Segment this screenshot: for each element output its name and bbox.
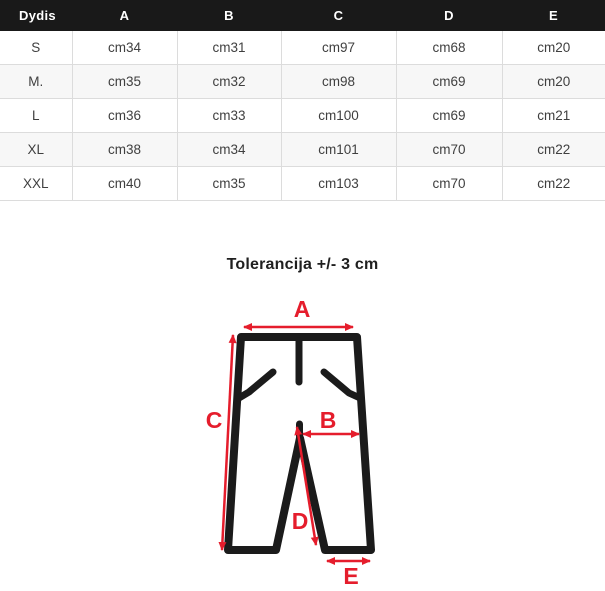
- value-cell: cm36: [72, 99, 177, 133]
- value-cell: cm70: [396, 133, 502, 167]
- measure-label-e: E: [343, 563, 359, 589]
- value-cell: cm69: [396, 65, 502, 99]
- value-cell: cm38: [72, 133, 177, 167]
- value-cell: cm20: [502, 31, 605, 65]
- value-cell: cm70: [396, 167, 502, 201]
- size-table-header-row: [0, 0, 605, 31]
- value-cell: cm22: [502, 167, 605, 201]
- value-cell: cm21: [502, 99, 605, 133]
- table-row-xxl: [0, 167, 605, 201]
- value-cell: cm100: [281, 99, 396, 133]
- value-cell: cm22: [502, 133, 605, 167]
- size-table: [0, 0, 605, 201]
- size-cell: XXL: [0, 167, 72, 201]
- value-cell: cm34: [72, 31, 177, 65]
- tolerance-note: Tolerancija +/- 3 cm: [226, 256, 379, 273]
- measure-label-d: D: [291, 508, 309, 534]
- value-cell: cm32: [177, 65, 281, 99]
- value-cell: cm69: [396, 99, 502, 133]
- value-cell: cm101: [281, 133, 396, 167]
- table-row-xl: [0, 133, 605, 167]
- value-cell: cm35: [177, 167, 281, 201]
- value-cell: cm103: [281, 167, 396, 201]
- pants-measurement-diagram: [195, 295, 405, 591]
- value-cell: cm35: [72, 65, 177, 99]
- header-cell-d: D: [396, 0, 502, 31]
- right-pocket-line: [324, 372, 360, 398]
- measure-label-c: C: [205, 407, 223, 433]
- value-cell: cm34: [177, 133, 281, 167]
- value-cell: cm33: [177, 99, 281, 133]
- value-cell: cm31: [177, 31, 281, 65]
- measure-label-b: B: [319, 407, 337, 433]
- header-cell-dydis: Dydis: [0, 0, 72, 31]
- value-cell: cm40: [72, 167, 177, 201]
- left-pocket-line: [239, 372, 273, 398]
- header-cell-e: E: [502, 0, 605, 31]
- size-cell: XL: [0, 133, 72, 167]
- table-row-s: [0, 31, 605, 65]
- value-cell: cm20: [502, 65, 605, 99]
- measure-label-a: A: [293, 296, 311, 322]
- header-cell-a: A: [72, 0, 177, 31]
- value-cell: cm98: [281, 65, 396, 99]
- table-row-l: [0, 99, 605, 133]
- size-cell: L: [0, 99, 72, 133]
- value-cell: cm68: [396, 31, 502, 65]
- value-cell: cm97: [281, 31, 396, 65]
- table-row-m: [0, 65, 605, 99]
- header-cell-c: C: [281, 0, 396, 31]
- header-cell-b: B: [177, 0, 281, 31]
- size-cell: S: [0, 31, 72, 65]
- size-cell: M.: [0, 65, 72, 99]
